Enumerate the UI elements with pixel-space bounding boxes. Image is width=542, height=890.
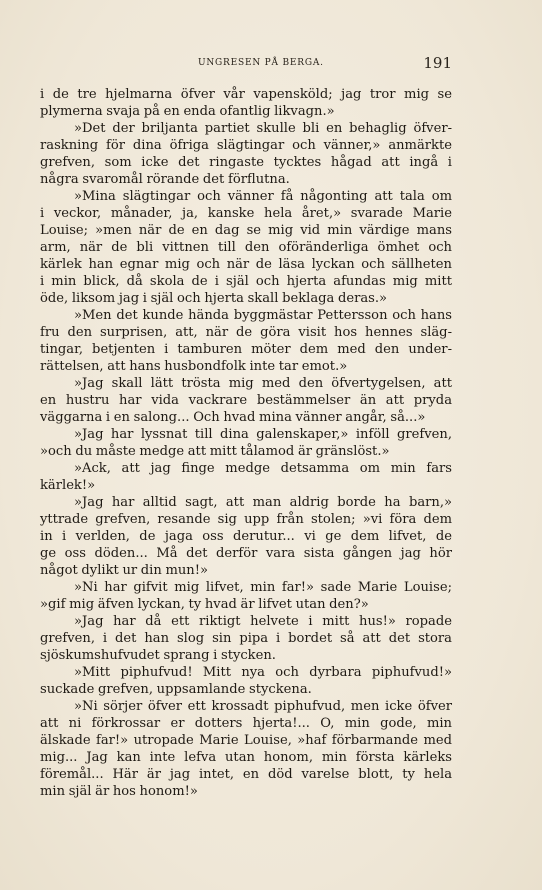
text-line: rättelsen, att hans husbondfolk inte tar emot.» — [40, 359, 348, 374]
text-line: yttrade grefven, resande sig upp från stolen; »vi föra dem — [40, 512, 452, 527]
text-line: »Jag skall lätt trösta mig med den öfvertygelsen, att — [74, 376, 452, 391]
text-line: »gif mig äfven lyckan, ty hvad är lifvet utan den?» — [40, 597, 369, 612]
page-number: 191 — [423, 54, 452, 72]
running-title: UNGRESEN PÅ BERGA. — [198, 58, 324, 68]
text-line: i veckor, månader, ja, kanske hela året,» svarade Marie — [40, 206, 452, 221]
body-text — [40, 86, 452, 800]
text-line: några svaromål rörande det förflutna. — [40, 172, 290, 187]
text-line: »Jag har alltid sagt, att man aldrig borde ha barn,» — [74, 495, 452, 510]
text-line: »Mitt piphufvud! Mitt nya och dyrbara piphufvud!» — [74, 665, 452, 680]
text-line: plymerna svaja på en enda ofantlig likvagn.» — [40, 104, 335, 119]
text-line: raskning för dina öfriga slägtingar och vänner,» anmärkte — [40, 138, 452, 153]
text-line: väggarna i en salong... Och hvad mina vänner angår, så...» — [40, 410, 426, 425]
text-line: något dylikt ur din mun!» — [40, 563, 209, 578]
text-line: »Jag har då ett riktigt helvete i mitt hus!» ropade — [74, 614, 452, 629]
text-line: grefven, som icke det ringaste tycktes hågad att ingå i — [40, 155, 452, 170]
text-line: fru den surprisen, att, när de göra visit hos hennes släg- — [40, 325, 452, 340]
text-line: i de tre hjelmarna öfver vår vapensköld; jag tror mig se — [40, 87, 452, 102]
text-line: mig... Jag kan inte lefva utan honom, min första kärleks — [40, 750, 452, 765]
text-line: tingar, betjenten i tamburen möter dem med den under- — [40, 342, 452, 357]
text-line: »Det der briljanta partiet skulle bli en behaglig öfver- — [74, 121, 452, 136]
text-line: »Ni sörjer öfver ett krossadt piphufvud, men icke öfver — [74, 699, 452, 714]
text-line: »Ack, att jag finge medge detsamma om min fars — [74, 461, 452, 476]
text-line: min själ är hos honom!» — [40, 784, 198, 799]
text-line: älskade far!» utropade Marie Louise, »haf förbarmande med — [40, 733, 452, 748]
text-line: suckade grefven, uppsamlande styckena. — [40, 682, 312, 697]
text-line: »Mina slägtingar och vänner få någonting att tala om — [74, 189, 452, 204]
text-line: Louise; »men när de en dag se mig vid min värdige mans — [40, 223, 452, 238]
text-line: att ni förkrossar er dotters hjerta!... O, min gode, min — [40, 716, 452, 731]
text-line: »Men det kunde hända byggmästar Pettersson och hans — [74, 308, 452, 323]
text-line: i min blick, då skola de i själ och hjerta afundas mig mitt — [40, 274, 452, 289]
text-line: »Jag har lyssnat till dina galenskaper,» inföll grefven, — [74, 427, 452, 442]
page-header — [40, 54, 452, 74]
text-line: kärlek!» — [40, 478, 96, 493]
text-line: »Ni har gifvit mig lifvet, min far!» sade Marie Louise; — [74, 580, 452, 595]
text-line: arm, när de bli vittnen till den oföränderliga ömhet och — [40, 240, 452, 255]
text-line: en hustru har vida vackrare bestämmelser än att pryda — [40, 393, 452, 408]
text-line: föremål... Här är jag intet, en död varelse blott, ty hela — [40, 767, 452, 782]
text-line: grefven, i det han slog sin pipa i bordet så att det stora — [40, 631, 452, 646]
text-line: »och du måste medge att mitt tålamod är gränslöst.» — [40, 444, 390, 459]
text-line: in i verlden, de jaga oss derutur... vi ge dem lifvet, de — [40, 529, 452, 544]
text-line: kärlek han egnar mig och när de läsa lyckan och sällheten — [40, 257, 452, 272]
text-line: öde, liksom jag i själ och hjerta skall beklaga deras.» — [40, 291, 388, 306]
text-line: sjöskumshufvudet sprang i stycken. — [40, 648, 276, 663]
text-line: ge oss döden... Må det derför vara sista gången jag hör — [40, 546, 452, 561]
